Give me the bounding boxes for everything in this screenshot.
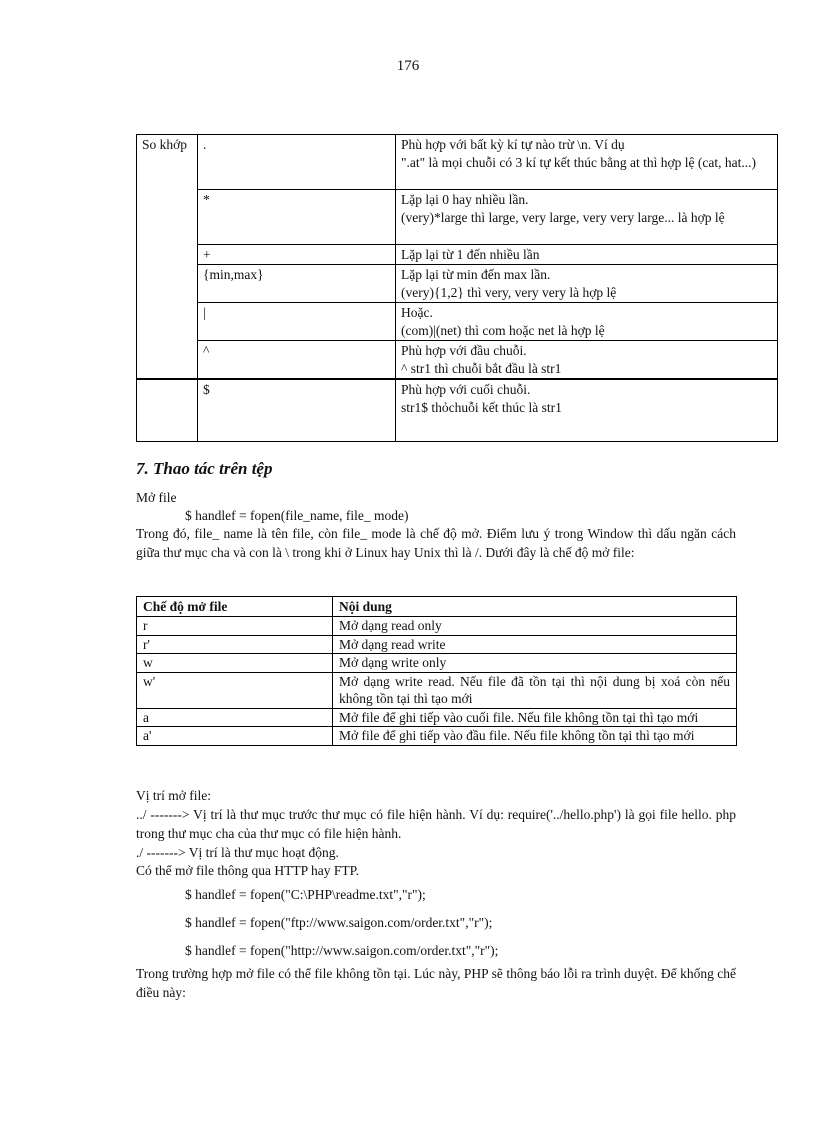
page-number: 176 — [396, 58, 420, 74]
table-row — [137, 708, 737, 727]
regex-row — [137, 379, 778, 442]
table-row — [137, 617, 737, 636]
mode-desc-cell: Mở dạng read write — [333, 635, 737, 654]
section-heading: 7. Thao tác trên tệp — [136, 459, 273, 478]
regex-row — [137, 341, 778, 380]
regex-desc-line: Lặp lại từ 1 đến nhiều lần — [401, 247, 540, 262]
paragraph-file-mode: Trong đó, file_ name là tên file, còn file_ mode là chế độ mở. Điểm lưu ý trong Window thì dấu ngăn cách giữa thư mục cha và con là \ trong khi ở Linux hay Unix thì là /. Dưới đây là chế độ mở file: — [136, 526, 736, 560]
regex-row — [137, 245, 778, 265]
regex-desc-line: Lặp lại 0 hay nhiều lần. — [401, 192, 529, 207]
mode-desc-cell: Mở dạng write only — [333, 654, 737, 673]
mode-cell: w' — [137, 672, 333, 708]
regex-desc-line: ^ str1 thì chuỗi bắt đầu là str1 — [401, 361, 562, 376]
regex-row — [137, 190, 778, 245]
paragraph-error: Trong trường hợp mở file có thể file không tồn tại. Lúc này, PHP sẽ thông báo lỗi ra trình duyệt. Để khống chế điều này: — [136, 966, 736, 1000]
table-header-row — [137, 597, 737, 617]
mode-desc-cell: Mở file để ghi tiếp vào đầu file. Nếu file không tồn tại thì tạo mới — [333, 727, 737, 746]
code-line-local: $ handlef = fopen("C:\PHP\readme.txt","r"); — [185, 887, 426, 902]
table-row — [137, 635, 737, 654]
regex-desc-line: (very)*large thì large, very large, very very large... là hợp lệ — [401, 210, 725, 225]
parent-dir-line: ../ -------> Vị trí là thư mục trước thư mục có file hiện hành. Ví dụ: require('../hello.php') là gọi file hello. php trong thư mục cha của thư mục có file hiện hành. — [136, 807, 736, 841]
code-line-ftp: $ handlef = fopen("ftp://www.saigon.com/order.txt","r"); — [185, 915, 493, 930]
regex-row — [137, 303, 778, 341]
mode-cell: a — [137, 708, 333, 727]
regex-symbol: . — [198, 135, 396, 190]
table-row — [137, 672, 737, 708]
regex-desc-line: Lặp lại từ min đến max lần. — [401, 267, 551, 282]
regex-description — [396, 265, 778, 303]
mode-desc-cell: Mở dạng read only — [333, 617, 737, 636]
regex-table — [136, 134, 778, 442]
regex-desc-line: Phù hợp với đầu chuỗi. — [401, 343, 527, 358]
regex-desc-line: Phù hợp với bất kỳ kí tự nào trừ \n. Ví dụ — [401, 137, 625, 152]
regex-row — [137, 135, 778, 190]
column-header: Chế độ mở file — [137, 597, 333, 617]
table-row — [137, 727, 737, 746]
regex-desc-line: (com)|(net) thì com hoặc net là hợp lệ — [401, 323, 605, 338]
column-header: Nội dung — [333, 597, 737, 617]
position-label: Vị trí mở file: — [136, 788, 212, 803]
regex-description — [396, 303, 778, 341]
http-ftp-line: Có thể mở file thông qua HTTP hay FTP. — [136, 863, 360, 878]
regex-symbol: | — [198, 303, 396, 341]
current-dir-line: ./ -------> Vị trí là thư mục hoạt động. — [136, 845, 339, 860]
regex-description — [396, 190, 778, 245]
regex-desc-line: (very){1,2} thì very, very very là hợp lệ — [401, 285, 617, 300]
regex-desc-line: Hoặc. — [401, 305, 433, 320]
regex-symbol: ^ — [198, 341, 396, 380]
regex-symbol: {min,max} — [198, 265, 396, 303]
regex-desc-line: ".at" là mọi chuỗi có 3 kí tự kết thúc bằng at thì hợp lệ (cat, hat...) — [401, 155, 757, 170]
regex-row — [137, 265, 778, 303]
regex-desc-line: str1$ thỏchuỗi kết thúc là str1 — [401, 400, 562, 415]
mode-desc-cell: Mở dạng write read. Nếu file đã tồn tại thì nội dung bị xoá còn nếu không tồn tại thì tạo mới — [333, 672, 737, 708]
file-mode-table — [136, 596, 737, 746]
regex-symbol: + — [198, 245, 396, 265]
regex-description — [396, 135, 778, 190]
regex-description — [396, 379, 778, 442]
regex-desc-line: Phù hợp với cuối chuỗi. — [401, 382, 531, 397]
mode-cell: a' — [137, 727, 333, 746]
regex-symbol: $ — [198, 379, 396, 442]
regex-description — [396, 341, 778, 380]
code-line-http: $ handlef = fopen("http://www.saigon.com/order.txt","r"); — [185, 943, 499, 958]
table-row — [137, 654, 737, 673]
open-file-label: Mở file — [136, 490, 177, 505]
fopen-syntax: $ handlef = fopen(file_name, file_ mode) — [185, 508, 409, 523]
regex-description — [396, 245, 778, 265]
regex-group-label: So khớp — [137, 135, 198, 380]
mode-desc-cell: Mở file để ghi tiếp vào cuối file. Nếu file không tồn tại thì tạo mới — [333, 708, 737, 727]
mode-cell: w — [137, 654, 333, 673]
regex-symbol: * — [198, 190, 396, 245]
mode-cell: r' — [137, 635, 333, 654]
regex-group-empty — [137, 379, 198, 442]
mode-cell: r — [137, 617, 333, 636]
